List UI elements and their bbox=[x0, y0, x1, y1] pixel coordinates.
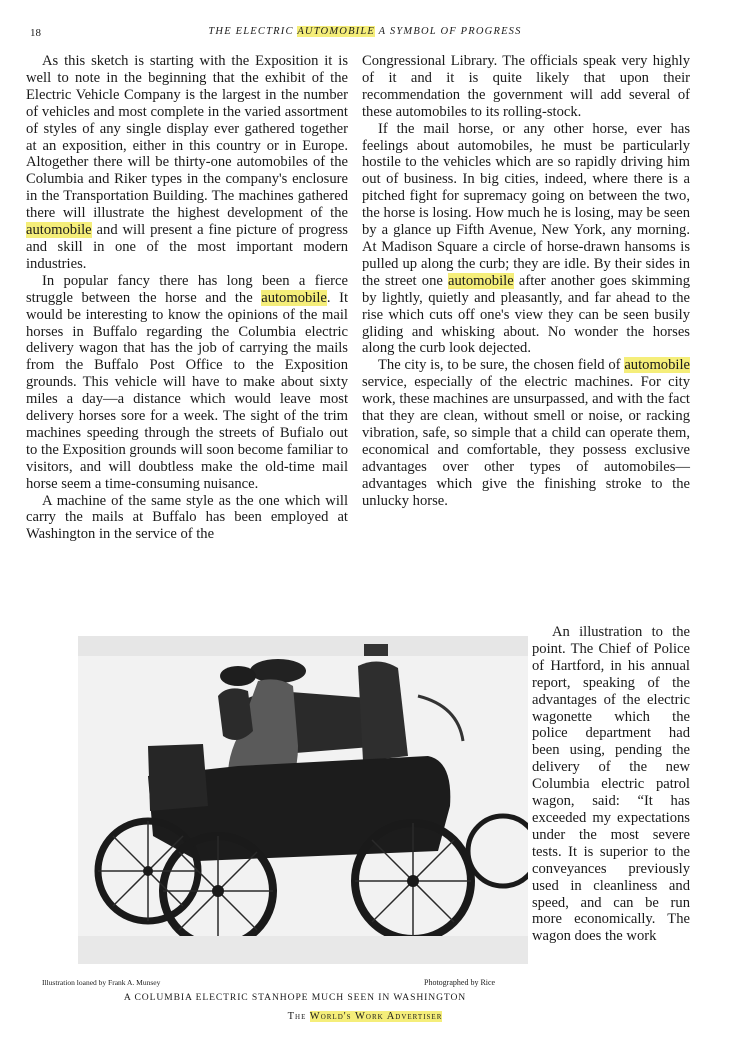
paragraph bbox=[26, 273, 348, 493]
text: and will present a fine picture of progress and skill in one of the most important modern industries. bbox=[26, 222, 348, 272]
narrow-column bbox=[532, 624, 690, 945]
running-head-end: A SYMBOL OF PROGRESS bbox=[375, 26, 522, 37]
paragraph: A machine of the same style as the one which will carry the mails at Buffalo has been employed at Washington in the service of the bbox=[26, 492, 348, 543]
running-head-start: THE ELECTRIC bbox=[208, 26, 298, 37]
running-head bbox=[0, 26, 730, 37]
text: If the mail horse, or any other horse, ever has feelings about automobiles, he must be particularly hostile to the vehicles which are so rapidly driving him out of business. In big cities, indeed, where there is a pitched fight for supremacy going on between the two, the horse is losing. How much he is losing, may be seen by a glance up Fifth Avenue, New York, any morning. At Madison Square a circle of horse-drawn hansoms is pulled up along the curb; they are idle. By their sides in the street one bbox=[362, 120, 690, 289]
text: service, especially of the electric machines. For city work, these machines are unsurpassed, and with the fact that they are clean, without smell or noise, or racking vibration, safe, so simple that a child can operate them, economical and comfortable, they possess exclusive advantages over other types of automobiles—advantages which give the finishing stroke to the unlucky horse. bbox=[362, 374, 690, 509]
paragraph: An illustration to the point. The Chief of Police of Hartford, in his annual report, speaking of the advantages of the electric wagonette which the police department had been using, pending the delivery of the new Columbia electric patrol wagon, said: “It has exceeded my expectations under the most severe tests. It is superior to the conveyances previously used in cleanliness and speed, and can be run more economically. The wagon does the work bbox=[532, 624, 690, 945]
paragraph bbox=[362, 357, 690, 509]
photo-caption: A COLUMBIA ELECTRIC STANHOPE MUCH SEEN IN WASHINGTON bbox=[123, 992, 467, 1003]
stanhope-photograph bbox=[78, 636, 528, 964]
page-number: 18 bbox=[30, 27, 41, 39]
highlighted-term: automobile bbox=[624, 357, 690, 374]
text: The city is, to be sure, the chosen field of bbox=[378, 357, 625, 374]
highlighted-term: automobile bbox=[26, 222, 92, 239]
footer bbox=[0, 1011, 730, 1022]
text: after another goes skimming by lightly, quietly and pleasantly, and far ahead to the rise which cuts off one's view they can be seen busily gliding and whisking about. No wonder the horses along the curb look dejected. bbox=[362, 272, 690, 357]
left-column bbox=[26, 53, 348, 543]
paragraph bbox=[26, 53, 348, 273]
running-head-highlight: AUTOMOBILE bbox=[297, 26, 376, 37]
text: As this sketch is starting with the Exposition it is well to note in the beginning that the exhibit of the Electric Vehicle Company is the largest in the number of vehicles and most complete in the varied assortment of styles of any single display ever gathered together at an exposition, either in this country or in Europe. Altogether there will be thirty-one automobiles of the Columbia and Riker types in the company's enclosure in the Transportation Building. The machines gathered there will illustrate the highest development of the bbox=[26, 53, 348, 222]
paragraph: Congressional Library. The officials speak very highly of it and it is quite likely that upon their recommendation the government will add several of these automobiles to its rolling-stock. bbox=[362, 53, 690, 120]
highlighted-term: automobile bbox=[261, 289, 327, 306]
illustration-credit: Illustration loaned by Frank A. Munsey bbox=[42, 978, 161, 987]
highlighted-term: automobile bbox=[448, 272, 514, 289]
footer-highlight: World's Work Advertiser bbox=[309, 1011, 443, 1022]
photographer-credit: Photographed by Rice bbox=[424, 978, 496, 987]
right-column bbox=[362, 53, 690, 509]
text: . It would be interesting to know the opinions of the mail horses in Buffalo regarding the Columbia electric delivery wagon that has the job of carrying the mails from the Buffalo Post Office to the Exposition grounds. This vehicle will have to make about sixty miles a day—a distance which would leave most delivery horses sore for a week. The sight of the trim machines speeding through the streets of Bufialo out to the Exposition grounds will soon become familiar to visitors, and will doubtless make the old-time mail horse seem a time-consuming nuisance. bbox=[26, 289, 348, 492]
footer-start: The bbox=[287, 1011, 310, 1022]
stanhope-illustration bbox=[78, 636, 528, 964]
text: In popular fancy there has long been a fierce struggle between the horse and the bbox=[26, 272, 348, 306]
paragraph bbox=[362, 121, 690, 358]
